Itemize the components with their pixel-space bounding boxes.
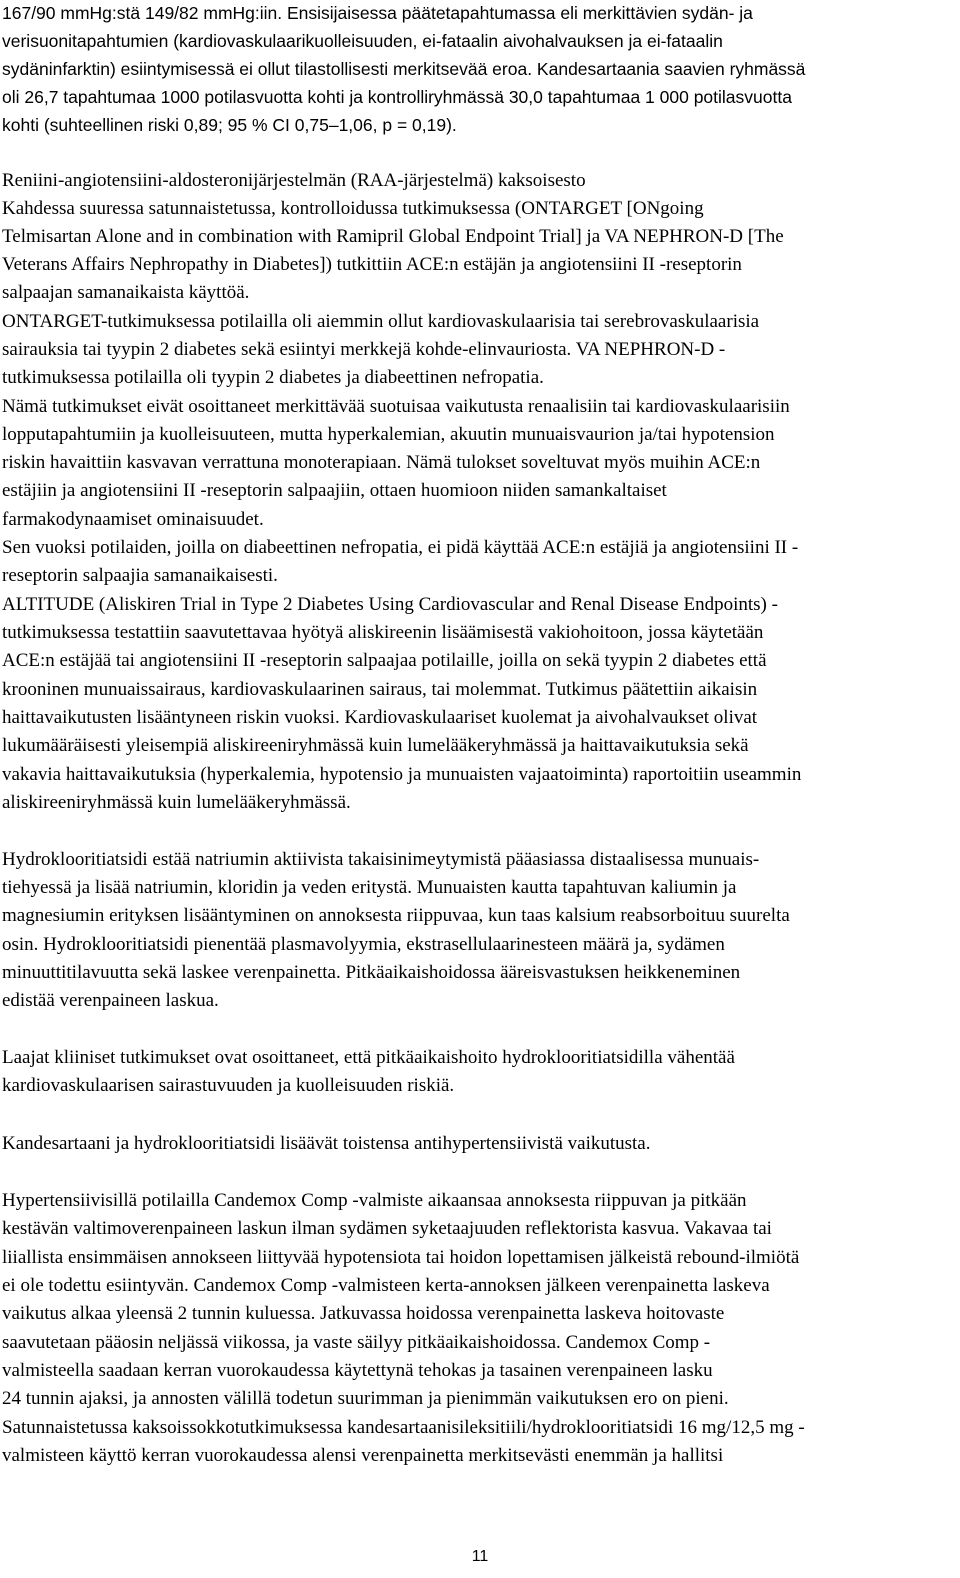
- text-line: saavutetaan pääosin neljässä viikossa, ja vaste säilyy pitkäaikaishoidossa. Candemox Comp -: [2, 1332, 711, 1353]
- text-line: Hydroklooritiatsidi estää natriumin aktiivista takaisinimeytymistä pääasiassa distaalisessa munuais-: [2, 849, 760, 870]
- text-line: magnesiumin erityksen lisääntyminen on annoksesta riippuvaa, kun taas kalsium reabsorboituu suurelta: [2, 905, 790, 926]
- text-line: estäjiin ja angiotensiini II -reseptorin salpaajiin, ottaen huomioon niiden samankaltaiset: [2, 480, 667, 501]
- text-line: ACE:n estäjää tai angiotensiini II -reseptorin salpaajaa potilaille, joilla on sekä tyypin 2 diabetes että: [2, 650, 767, 671]
- text-line: Laajat kliiniset tutkimukset ovat osoittaneet, että pitkäaikaishoito hydroklooritiatsidilla vähentää: [2, 1047, 735, 1068]
- text-line: kohti (suhteellinen riski 0,89; 95 % CI 0,75–1,06, p = 0,19).: [2, 115, 457, 135]
- text-line: 167/90 mmHg:stä 149/82 mmHg:iin. Ensisijaisessa päätetapahtumassa eli merkittävien sydän- ja: [2, 3, 753, 23]
- text-line: farmakodynaamiset ominaisuudet.: [2, 509, 264, 530]
- text-line: Telmisartan Alone and in combination with Ramipril Global Endpoint Trial] ja VA NEPHRON-D [The: [2, 226, 784, 247]
- text-line: tutkimuksessa potilailla oli tyypin 2 diabetes ja diabeettinen nefropatia.: [2, 367, 544, 388]
- text-line: vakavia haittavaikutuksia (hyperkalemia, hypotensio ja munuaisten vajaatoiminta) raportoitiin useammin: [2, 764, 802, 785]
- text-line: minuuttitilavuutta sekä laskee verenpainetta. Pitkäaikaishoidossa ääreisvastuksen heikkeneminen: [2, 962, 741, 983]
- text-line: Hypertensiivisillä potilailla Candemox Comp -valmiste aikaansaa annoksesta riippuvan ja pitkään: [2, 1190, 747, 1211]
- text-line: salpaajan samanaikaista käyttöä.: [2, 282, 250, 303]
- text-line: valmisteella saadaan kerran vuorokaudessa käytettynä tehokas ja tasainen verenpaineen lasku: [2, 1360, 713, 1381]
- text-line: verisuonitapahtumien (kardiovaskulaarikuolleisuuden, ei-fataalin aivohalvauksen ja ei-fataalin: [2, 31, 723, 51]
- text-line: Sen vuoksi potilaiden, joilla on diabeettinen nefropatia, ei pidä käyttää ACE:n estäjiä ja angiotensiini II -: [2, 537, 799, 558]
- text-line: Kandesartaani ja hydroklooritiatsidi lisäävät toistensa antihypertensiivistä vaikutusta.: [2, 1133, 651, 1154]
- page-number: 11: [471, 1548, 489, 1565]
- text-line: ONTARGET-tutkimuksessa potilailla oli aiemmin ollut kardiovaskulaarisia tai serebrovaskulaarisia: [2, 311, 760, 332]
- text-line: kardiovaskulaarisen sairastuvuuden ja kuolleisuuden riskiä.: [2, 1075, 455, 1096]
- text-line: sydäninfarktin) esiintymisessä ei ollut tilastollisesti merkitsevää eroa. Kandesartaania saavien ryhmässä: [2, 59, 806, 79]
- text-line: osin. Hydroklooritiatsidi pienentää plasmavolyymia, ekstrasellulaarinesteen määrä ja, sydämen: [2, 934, 725, 955]
- text-line: 24 tunnin ajaksi, ja annosten välillä todetun suurimman ja pienimmän vaikutuksen ero on pieni.: [2, 1388, 729, 1409]
- text-line: haittavaikutusten lisääntyneen riskin vuoksi. Kardiovaskulaariset kuolemat ja aivohalvaukset olivat: [2, 707, 758, 728]
- text-line: aliskireeniryhmässä kuin lumelääkeryhmässä.: [2, 792, 351, 813]
- text-line: tiehyessä ja lisää natriumin, kloridin ja veden eritystä. Munuaisten kautta tapahtuvan kaliumin ja: [2, 877, 737, 898]
- text-line: Nämä tutkimukset eivät osoittaneet merkittävää suotuisaa vaikutusta renaalisiin tai kardiovaskulaarisiin: [2, 396, 790, 417]
- text-line: kestävän valtimoverenpaineen laskun ilman sydämen syketaajuuden reflektorista kasvua. Vakavaa tai: [2, 1218, 772, 1239]
- text-line: ei ole todettu esiintyvän. Candemox Comp -valmisteen kerta-annoksen jälkeen verenpainetta laskeva: [2, 1275, 770, 1296]
- text-line: liiallista ensimmäisen annokseen liittyvää hypotensiota tai hoidon lopettamisen jälkeistä rebound-ilmiötä: [2, 1247, 800, 1268]
- text-line: reseptorin salpaajia samanaikaisesti.: [2, 565, 278, 586]
- text-line: krooninen munuaissairaus, kardiovaskulaarinen sairaus, tai molemmat. Tutkimus päätettiin aikaisin: [2, 679, 758, 700]
- text-line: edistää verenpaineen laskua.: [2, 990, 219, 1011]
- text-line: sairauksia tai tyypin 2 diabetes sekä esiintyi merkkejä kohde-elinvauriosta. VA NEPHRON-D -: [2, 339, 726, 360]
- text-line: Kahdessa suuressa satunnaistetussa, kontrolloidussa tutkimuksessa (ONTARGET [ONgoing: [2, 198, 704, 219]
- text-line: Satunnaistetussa kaksoissokkotutkimuksessa kandesartaanisileksitiili/hydroklooritiatsidi 16 mg/12,5 mg -: [2, 1417, 805, 1438]
- text-line: lopputapahtumiin ja kuolleisuuteen, mutta hyperkalemian, akuutin munuaisvaurion ja/tai hypotension: [2, 424, 775, 445]
- text-line: valmisteen käyttö kerran vuorokaudessa alensi verenpainetta merkitsevästi enemmän ja hallitsi: [2, 1445, 724, 1466]
- section-heading: Reniini-angiotensiini-aldosteronijärjestelmän (RAA-järjestelmä) kaksoisesto: [2, 170, 586, 191]
- text-line: Veterans Affairs Nephropathy in Diabetes]) tutkittiin ACE:n estäjän ja angiotensiini II -reseptorin: [2, 254, 742, 275]
- text-line: oli 26,7 tapahtumaa 1000 potilasvuotta kohti ja kontrolliryhmässä 30,0 tapahtumaa 1 000 potilasvuotta: [2, 87, 792, 107]
- text-line: ALTITUDE (Aliskiren Trial in Type 2 Diabetes Using Cardiovascular and Renal Disease Endpoints) -: [2, 594, 778, 615]
- text-line: vaikutus alkaa yleensä 2 tunnin kuluessa. Jatkuvassa hoidossa verenpainetta laskeva hoitovaste: [2, 1303, 725, 1324]
- text-line: lukumääräisesti yleisempiä aliskireeniryhmässä kuin lumelääkeryhmässä ja haittavaikutuksia sekä: [2, 735, 749, 756]
- text-line: riskin havaittiin kasvavan verrattuna monoterapiaan. Nämä tulokset soveltuvat myös muihin ACE:n: [2, 452, 761, 473]
- text-line: tutkimuksessa testattiin saavutettavaa hyötyä aliskireenin lisäämisestä vakiohoitoon, jossa käytetään: [2, 622, 764, 643]
